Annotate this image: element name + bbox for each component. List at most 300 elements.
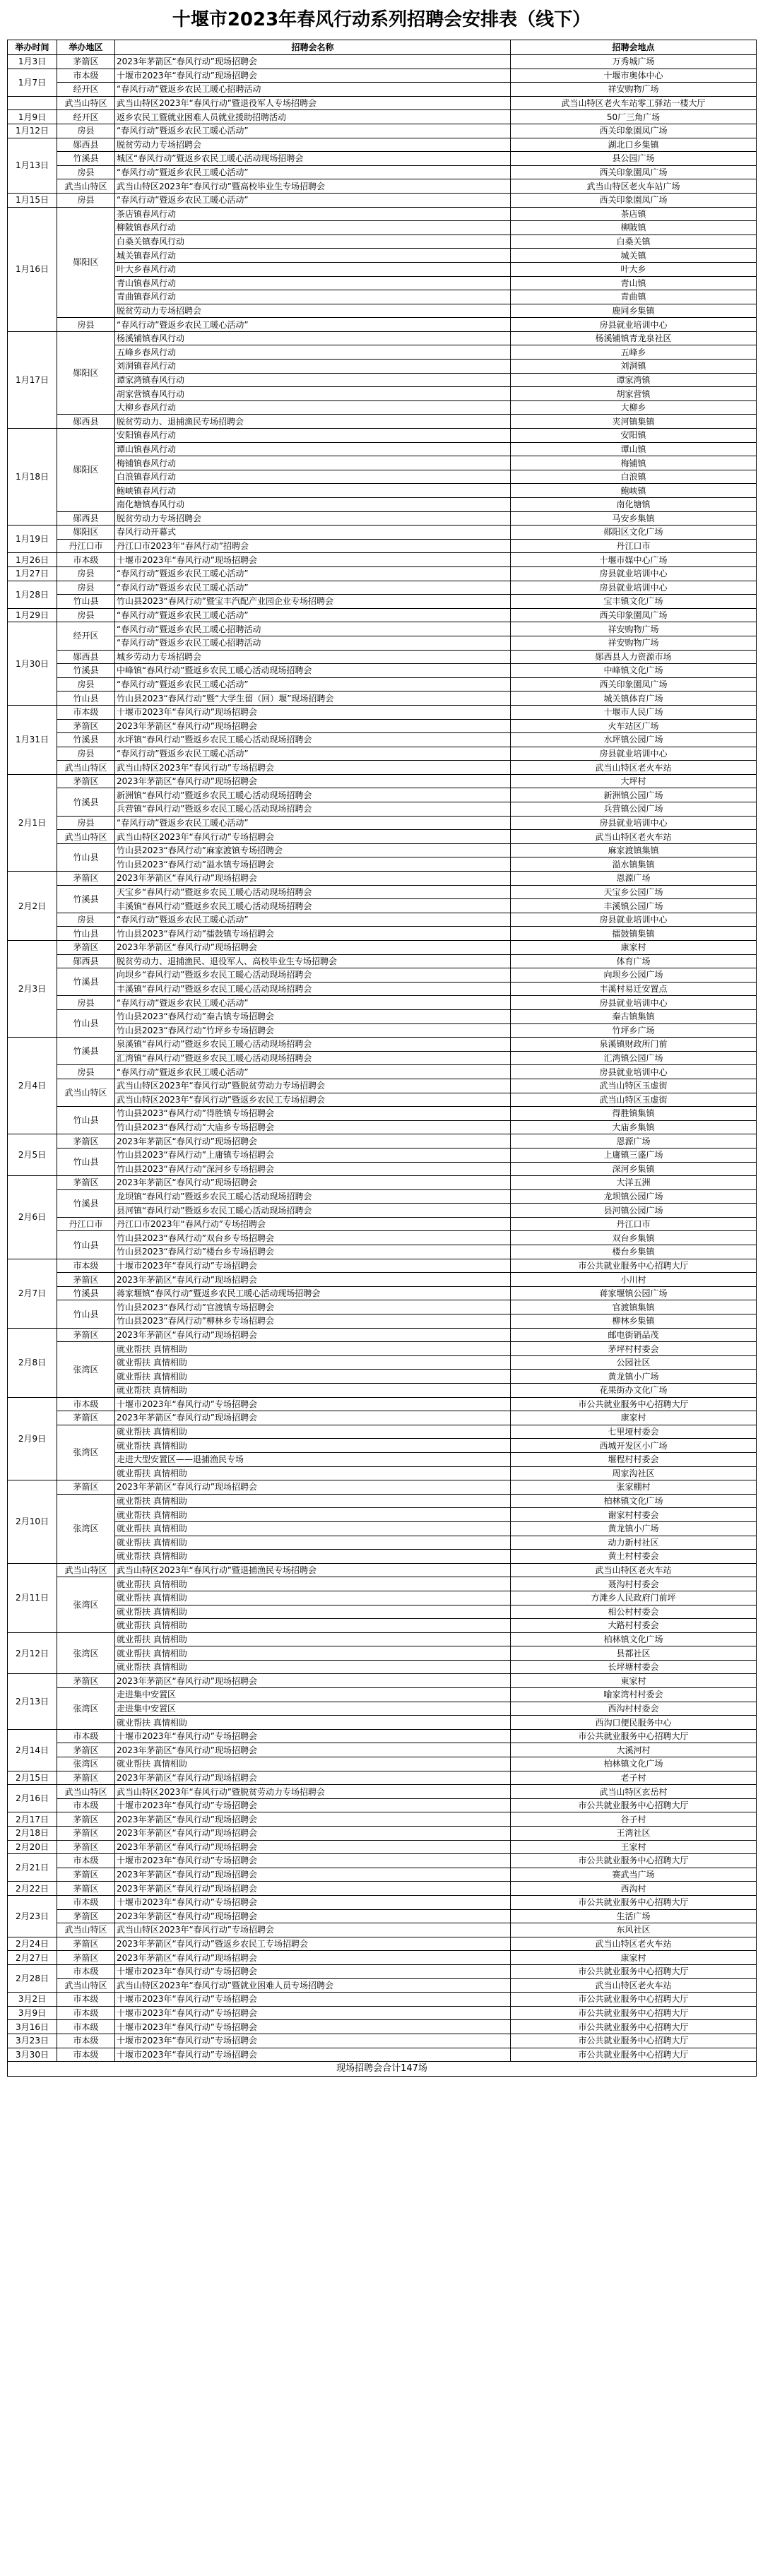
cell-fair-name: 2023年茅箭区“春风行动”现场招聘会 bbox=[115, 1743, 511, 1757]
cell-region: 房县 bbox=[57, 1065, 115, 1079]
cell-fair-name: 竹山县2023“春风行动”暨宝丰汽配产业园企业专场招聘会 bbox=[115, 595, 511, 609]
cell-region: 茅箭区 bbox=[57, 1411, 115, 1425]
cell-place: 胡家营镇 bbox=[511, 387, 757, 401]
table-row bbox=[8, 872, 757, 886]
cell-place: 房县就业培训中心 bbox=[511, 318, 757, 332]
cell-place: 市公共就业服务中心招聘大厅 bbox=[511, 2006, 757, 2020]
cell-place: 丰溪村易迁安置点 bbox=[511, 982, 757, 996]
cell-fair-name: 水坪镇“春风行动”暨返乡农民工暖心活动现场招聘会 bbox=[115, 733, 511, 747]
cell-region: 竹山县 bbox=[57, 1148, 115, 1175]
cell-fair-name: 十堰市2023年“春风行动”现场招聘会 bbox=[115, 705, 511, 719]
table-row bbox=[8, 456, 757, 470]
table-row bbox=[8, 1370, 757, 1384]
cell-fair-name: 2023年茅箭区“春风行动”现场招聘会 bbox=[115, 1840, 511, 1854]
table-row bbox=[8, 221, 757, 235]
cell-place: 大路村村委会 bbox=[511, 1619, 757, 1633]
cell-date: 2月28日 bbox=[8, 1964, 57, 1992]
table-row bbox=[8, 774, 757, 788]
table-row bbox=[8, 830, 757, 844]
table-row bbox=[8, 165, 757, 179]
cell-fair-name: 就业帮扶 真情相助 bbox=[115, 1508, 511, 1522]
cell-fair-name: 茶店镇春风行动 bbox=[115, 207, 511, 221]
cell-place: 柳陂镇 bbox=[511, 221, 757, 235]
cell-place: 柏林镇文化广场 bbox=[511, 1632, 757, 1646]
table-row bbox=[8, 1217, 757, 1231]
cell-fair-name: 十堰市2023年“春风行动”专场招聘会 bbox=[115, 1993, 511, 2007]
table-row bbox=[8, 1245, 757, 1259]
table-row bbox=[8, 360, 757, 374]
cell-place: 武当山特区老火车站 bbox=[511, 761, 757, 775]
cell-fair-name: 就业帮扶 真情相助 bbox=[115, 1466, 511, 1480]
table-row bbox=[8, 1909, 757, 1923]
cell-fair-name: 兵营镇“春风行动”暨返乡农民工暖心活动现场招聘会 bbox=[115, 802, 511, 817]
cell-region: 经开区 bbox=[57, 622, 115, 650]
cell-place: 市公共就业服务中心招聘大厅 bbox=[511, 2020, 757, 2034]
table-row bbox=[8, 442, 757, 456]
cell-region: 房县 bbox=[57, 581, 115, 595]
cell-region: 郧阳区 bbox=[57, 331, 115, 415]
table-row bbox=[8, 1038, 757, 1052]
cell-fair-name: 城乡劳动力专场招聘会 bbox=[115, 650, 511, 664]
table-row bbox=[8, 110, 757, 124]
cell-place: 杨溪铺镇青龙泉社区 bbox=[511, 331, 757, 345]
cell-date: 2月3日 bbox=[8, 941, 57, 1038]
cell-fair-name: 2023年茅箭区“春风行动”现场招聘会 bbox=[115, 1674, 511, 1688]
cell-place: 房县就业培训中心 bbox=[511, 913, 757, 927]
cell-place: 兵营镇公园广场 bbox=[511, 802, 757, 817]
cell-region: 郧阳区 bbox=[57, 429, 115, 512]
table-row bbox=[8, 415, 757, 429]
cell-fair-name: 丹江口市2023年“春风行动”招聘会 bbox=[115, 539, 511, 553]
table-row bbox=[8, 429, 757, 443]
cell-date: 2月15日 bbox=[8, 1771, 57, 1785]
cell-place: 向坝乡公园广场 bbox=[511, 968, 757, 983]
cell-place: 体育广场 bbox=[511, 954, 757, 968]
cell-place: 房县就业培训中心 bbox=[511, 1065, 757, 1079]
cell-place: 深河乡集镇 bbox=[511, 1162, 757, 1176]
table-row bbox=[8, 1023, 757, 1038]
cell-fair-name: 龙坝镇“春风行动”暨返乡农民工暖心活动现场招聘会 bbox=[115, 1189, 511, 1204]
table-row bbox=[8, 927, 757, 941]
cell-fair-name: 竹山县2023“春风行动”暨“大学生留（回）堰”现场招聘会 bbox=[115, 692, 511, 706]
cell-fair-name: 十堰市2023年“春风行动”专场招聘会 bbox=[115, 1259, 511, 1273]
cell-place: 市公共就业服务中心招聘大厅 bbox=[511, 1964, 757, 1978]
cell-region: 竹溪县 bbox=[57, 152, 115, 166]
cell-fair-name: “春风行动”暨返乡农民工暖心活动” bbox=[115, 566, 511, 581]
cell-region: 市本级 bbox=[57, 2034, 115, 2048]
cell-place: 安阳镇 bbox=[511, 429, 757, 443]
cell-place: 小川村 bbox=[511, 1273, 757, 1287]
cell-date: 2月18日 bbox=[8, 1827, 57, 1841]
cell-place: 西关印象園凤广场 bbox=[511, 124, 757, 138]
table-row bbox=[8, 1231, 757, 1245]
cell-fair-name: “春风行动”暨返乡农民工暖心活动” bbox=[115, 193, 511, 207]
table-row bbox=[8, 1521, 757, 1536]
cell-place: 得胜镇集镇 bbox=[511, 1107, 757, 1121]
cell-region: 市本级 bbox=[57, 1798, 115, 1812]
cell-place: 青山镇 bbox=[511, 276, 757, 290]
cell-date: 2月6日 bbox=[8, 1176, 57, 1259]
table-row bbox=[8, 733, 757, 747]
table-row bbox=[8, 1384, 757, 1398]
cell-date: 3月16日 bbox=[8, 2020, 57, 2034]
cell-region: 茅箭区 bbox=[57, 1951, 115, 1965]
cell-fair-name: 竹山县2023“春风行动”秦古镇专场招聘会 bbox=[115, 1009, 511, 1023]
cell-place: 白桑关镇 bbox=[511, 235, 757, 249]
cell-place: 谷子村 bbox=[511, 1812, 757, 1827]
table-row bbox=[8, 1328, 757, 1342]
table-row bbox=[8, 968, 757, 983]
cell-fair-name: 刘洞镇春风行动 bbox=[115, 360, 511, 374]
table-row bbox=[8, 899, 757, 913]
cell-place: 谢家村村委会 bbox=[511, 1508, 757, 1522]
table-footer-row bbox=[8, 2062, 757, 2077]
cell-region: 市本级 bbox=[57, 1259, 115, 1273]
cell-place: 中峰镇文化广场 bbox=[511, 664, 757, 678]
cell-date: 2月1日 bbox=[8, 774, 57, 871]
table-row bbox=[8, 1743, 757, 1757]
table-row bbox=[8, 941, 757, 955]
cell-place: 丰溪镇公园广场 bbox=[511, 899, 757, 913]
cell-region: 茅箭区 bbox=[57, 941, 115, 955]
cell-fair-name: 十堰市2023年“春风行动”专场招聘会 bbox=[115, 1798, 511, 1812]
table-row bbox=[8, 747, 757, 761]
table-row bbox=[8, 677, 757, 692]
table-row bbox=[8, 636, 757, 650]
cell-region: 茅箭区 bbox=[57, 1868, 115, 1882]
cell-place: 西沟村 bbox=[511, 1882, 757, 1896]
header-place: 招聘会地点 bbox=[511, 40, 757, 55]
table-row bbox=[8, 1840, 757, 1854]
table-row bbox=[8, 913, 757, 927]
table-row bbox=[8, 954, 757, 968]
table-row bbox=[8, 788, 757, 802]
cell-place: 龙坝镇公园广场 bbox=[511, 1189, 757, 1204]
table-body bbox=[8, 55, 757, 2062]
cell-place: 市公共就业服务中心招聘大厅 bbox=[511, 1729, 757, 1743]
table-row bbox=[8, 1757, 757, 1771]
cell-place: 恩源广场 bbox=[511, 1134, 757, 1148]
cell-place: 十堰市人民广场 bbox=[511, 705, 757, 719]
table-row bbox=[8, 526, 757, 540]
cell-region: 竹溪县 bbox=[57, 788, 115, 816]
table-row bbox=[8, 1466, 757, 1480]
table-row bbox=[8, 1550, 757, 1564]
table-row bbox=[8, 207, 757, 221]
cell-fair-name: 武当山特区2023年“春风行动”暨返乡农民工专场招聘会 bbox=[115, 1093, 511, 1107]
cell-place: 武当山特区老火车站 bbox=[511, 1937, 757, 1951]
cell-fair-name: 就业帮扶 真情相助 bbox=[115, 1439, 511, 1453]
table-row bbox=[8, 1204, 757, 1218]
cell-fair-name: 十堰市2023年“春风行动”专场招聘会 bbox=[115, 1397, 511, 1411]
cell-fair-name: 春风行动开幕式 bbox=[115, 526, 511, 540]
cell-fair-name: 走进大型安置区——退捕渔民专场 bbox=[115, 1452, 511, 1466]
cell-fair-name: 五峰乡春风行动 bbox=[115, 345, 511, 360]
cell-region: 竹山县 bbox=[57, 692, 115, 706]
cell-region: 经开区 bbox=[57, 83, 115, 97]
cell-place: 西关印象園凤广场 bbox=[511, 193, 757, 207]
cell-place: 西关印象園凤广场 bbox=[511, 165, 757, 179]
table-row bbox=[8, 1771, 757, 1785]
table-row bbox=[8, 1882, 757, 1896]
cell-region: 郧西县 bbox=[57, 138, 115, 152]
cell-fair-name: 武当山特区2023年“春风行动”暨脱贫劳动力专场招聘会 bbox=[115, 1079, 511, 1093]
cell-fair-name: 脱贫劳动力、退捕渔民、退役军人、高校毕业生专场招聘会 bbox=[115, 954, 511, 968]
cell-fair-name: “春风行动”暨返乡农民工暖心招聘活动 bbox=[115, 83, 511, 97]
table-row bbox=[8, 1189, 757, 1204]
cell-fair-name: 谭家湾镇春风行动 bbox=[115, 373, 511, 387]
cell-place: 武当山特区老火车站零工驿站一楼大厅 bbox=[511, 96, 757, 110]
cell-place: 康家村 bbox=[511, 1411, 757, 1425]
cell-fair-name: 竹山县2023“春风行动”柳林乡专场招聘会 bbox=[115, 1314, 511, 1329]
cell-region: 茅箭区 bbox=[57, 1480, 115, 1495]
table-row bbox=[8, 1563, 757, 1577]
cell-region: 武当山特区 bbox=[57, 179, 115, 194]
cell-region: 茅箭区 bbox=[57, 872, 115, 886]
cell-fair-name: 竹山县2023“春风行动”竹坪乡专场招聘会 bbox=[115, 1023, 511, 1038]
cell-place: 房县就业培训中心 bbox=[511, 816, 757, 830]
cell-region: 郧西县 bbox=[57, 511, 115, 526]
cell-fair-name: 竹山县2023“春风行动”官渡镇专场招聘会 bbox=[115, 1300, 511, 1314]
cell-fair-name: 十堰市2023年“春风行动”专场招聘会 bbox=[115, 1895, 511, 1909]
cell-region: 市本级 bbox=[57, 1854, 115, 1868]
table-row bbox=[8, 719, 757, 733]
cell-fair-name: 丰溪镇“春风行动”暨返乡农民工暖心活动现场招聘会 bbox=[115, 899, 511, 913]
cell-fair-name: 2023年茅箭区“春风行动”现场招聘会 bbox=[115, 774, 511, 788]
cell-date: 1月18日 bbox=[8, 429, 57, 526]
cell-place: 房县就业培训中心 bbox=[511, 747, 757, 761]
table-row bbox=[8, 235, 757, 249]
table-row bbox=[8, 1259, 757, 1273]
cell-place: 茅坪村村委会 bbox=[511, 1342, 757, 1356]
cell-place: 周家沟社区 bbox=[511, 1466, 757, 1480]
cell-fair-name: 青曲镇春风行动 bbox=[115, 290, 511, 304]
cell-region: 丹江口市 bbox=[57, 539, 115, 553]
table-row bbox=[8, 1605, 757, 1619]
cell-place: 汇湾镇公园广场 bbox=[511, 1051, 757, 1065]
cell-place: 鹿同乡集镇 bbox=[511, 304, 757, 318]
cell-place: 東家村 bbox=[511, 1674, 757, 1688]
cell-place: 柳林乡集镇 bbox=[511, 1314, 757, 1329]
table-row bbox=[8, 83, 757, 97]
table-row bbox=[8, 1688, 757, 1702]
cell-fair-name: 武当山特区2023年“春风行动”暨退役军人专场招聘会 bbox=[115, 96, 511, 110]
cell-fair-name: 就业帮扶 真情相助 bbox=[115, 1536, 511, 1550]
table-row bbox=[8, 1093, 757, 1107]
cell-region: 竹山县 bbox=[57, 1300, 115, 1328]
table-row bbox=[8, 1355, 757, 1370]
table-row bbox=[8, 1134, 757, 1148]
cell-region: 市本级 bbox=[57, 1993, 115, 2007]
cell-fair-name: 竹山县2023“春风行动”深河乡专场招聘会 bbox=[115, 1162, 511, 1176]
cell-fair-name: 竹山县2023“春风行动”楼台乡专场招聘会 bbox=[115, 1245, 511, 1259]
cell-fair-name: “春风行动”暨返乡农民工暖心招聘活动 bbox=[115, 622, 511, 636]
cell-region: 市本级 bbox=[57, 1895, 115, 1909]
cell-region: 张湾区 bbox=[57, 1577, 115, 1632]
cell-place: 武当山特区老火车站 bbox=[511, 1978, 757, 1993]
cell-region: 茅箭区 bbox=[57, 1674, 115, 1688]
cell-fair-name: 鲍峡镇春风行动 bbox=[115, 484, 511, 498]
cell-fair-name: 2023年茅箭区“春风行动”现场招聘会 bbox=[115, 941, 511, 955]
cell-fair-name: 就业帮扶 真情相助 bbox=[115, 1716, 511, 1730]
cell-fair-name: 汇湾镇“春风行动”暨返乡农民工暖心活动现场招聘会 bbox=[115, 1051, 511, 1065]
cell-fair-name: 新洲镇“春风行动”暨返乡农民工暖心活动现场招聘会 bbox=[115, 788, 511, 802]
cell-fair-name: “春风行动”暨返乡农民工暖心活动” bbox=[115, 124, 511, 138]
cell-place: 上庸镇三盛广场 bbox=[511, 1148, 757, 1162]
table-row bbox=[8, 816, 757, 830]
cell-region: 武当山特区 bbox=[57, 1079, 115, 1106]
cell-place: 西沟口便民服务中心 bbox=[511, 1716, 757, 1730]
table-row bbox=[8, 1051, 757, 1065]
cell-place: 大洋五洲 bbox=[511, 1176, 757, 1190]
cell-region: 房县 bbox=[57, 193, 115, 207]
cell-region: 竹溪县 bbox=[57, 1286, 115, 1300]
cell-date: 2月12日 bbox=[8, 1632, 57, 1674]
cell-date: 1月31日 bbox=[8, 705, 57, 774]
cell-place: 武当山特区玉虚街 bbox=[511, 1079, 757, 1093]
cell-fair-name: “春风行动”暨返乡农民工暖心活动” bbox=[115, 677, 511, 692]
cell-fair-name: 2023年茅箭区“春风行动”现场招聘会 bbox=[115, 1134, 511, 1148]
cell-fair-name: 武当山特区2023年“春风行动”暨高校毕业生专场招聘会 bbox=[115, 179, 511, 194]
cell-fair-name: 脱贫劳动力专场招聘会 bbox=[115, 304, 511, 318]
table-row bbox=[8, 1079, 757, 1093]
header-region: 举办地区 bbox=[57, 40, 115, 55]
cell-place: 县公园广场 bbox=[511, 152, 757, 166]
cell-fair-name: 谭山镇春风行动 bbox=[115, 442, 511, 456]
cell-fair-name: 十堰市2023年“春风行动”现场招聘会 bbox=[115, 69, 511, 83]
cell-fair-name: 竹山县2023“春风行动”麻家渡镇专场招聘会 bbox=[115, 843, 511, 857]
cell-place: 康家村 bbox=[511, 941, 757, 955]
table-row bbox=[8, 262, 757, 276]
cell-fair-name: 十堰市2023年“春风行动”专场招聘会 bbox=[115, 2048, 511, 2062]
cell-region: 房县 bbox=[57, 165, 115, 179]
cell-fair-name: 武当山特区2023年“春风行动”专场招聘会 bbox=[115, 1923, 511, 1937]
cell-place: 大柳乡 bbox=[511, 400, 757, 415]
cell-region: 张湾区 bbox=[57, 1632, 115, 1674]
cell-date: 1月13日 bbox=[8, 138, 57, 193]
cell-region: 茅箭区 bbox=[57, 1812, 115, 1827]
cell-fair-name: “春风行动”暨返乡农民工暖心招聘活动 bbox=[115, 636, 511, 650]
cell-fair-name: 走进集中安置区 bbox=[115, 1688, 511, 1702]
cell-date: 1月3日 bbox=[8, 55, 57, 69]
cell-fair-name: 2023年茅箭区“春风行动”现场招聘会 bbox=[115, 1328, 511, 1342]
cell-region: 竹山县 bbox=[57, 843, 115, 871]
cell-fair-name: “春风行动”暨返乡农民工暖心活动” bbox=[115, 165, 511, 179]
table-row bbox=[8, 1439, 757, 1453]
table-row bbox=[8, 996, 757, 1010]
page-title: 十堰市2023年春风行动系列招聘会安排表（线下） bbox=[172, 9, 591, 30]
table-row bbox=[8, 1827, 757, 1841]
cell-date: 3月23日 bbox=[8, 2034, 57, 2048]
table-row bbox=[8, 1812, 757, 1827]
table-row bbox=[8, 566, 757, 581]
cell-place: 叶大乡 bbox=[511, 262, 757, 276]
cell-date: 3月9日 bbox=[8, 2006, 57, 2020]
cell-region: 竹溪县 bbox=[57, 885, 115, 913]
cell-region: 茅箭区 bbox=[57, 1176, 115, 1190]
cell-place: 黄土村村委会 bbox=[511, 1550, 757, 1564]
table-row bbox=[8, 705, 757, 719]
cell-fair-name: 南化塘镇春风行动 bbox=[115, 498, 511, 512]
cell-date: 2月27日 bbox=[8, 1951, 57, 1965]
cell-region: 房县 bbox=[57, 677, 115, 692]
table-row bbox=[8, 1591, 757, 1605]
cell-date: 2月11日 bbox=[8, 1563, 57, 1632]
cell-region: 竹山县 bbox=[57, 595, 115, 609]
cell-place: 谭家湾镇 bbox=[511, 373, 757, 387]
cell-region: 茅箭区 bbox=[57, 774, 115, 788]
cell-fair-name: “春风行动”暨返乡农民工暖心活动” bbox=[115, 581, 511, 595]
cell-region: 房县 bbox=[57, 608, 115, 622]
cell-region: 竹山县 bbox=[57, 1009, 115, 1037]
table-row bbox=[8, 345, 757, 360]
cell-place: 谭山镇 bbox=[511, 442, 757, 456]
cell-fair-name: 白桑关镇春风行动 bbox=[115, 235, 511, 249]
table-row bbox=[8, 1411, 757, 1425]
table-row bbox=[8, 553, 757, 567]
cell-region: 茅箭区 bbox=[57, 1909, 115, 1923]
cell-region: 市本级 bbox=[57, 1964, 115, 1978]
table-row bbox=[8, 982, 757, 996]
cell-place: 西关印象園凤广场 bbox=[511, 677, 757, 692]
table-row bbox=[8, 1674, 757, 1688]
cell-place: 武当山特区玉虚街 bbox=[511, 1093, 757, 1107]
cell-fair-name: 就业帮扶 真情相助 bbox=[115, 1660, 511, 1674]
cell-date: 2月17日 bbox=[8, 1812, 57, 1827]
table-row bbox=[8, 470, 757, 484]
cell-date: 2月10日 bbox=[8, 1480, 57, 1564]
table-row bbox=[8, 857, 757, 872]
table-row bbox=[8, 664, 757, 678]
cell-region: 竹山县 bbox=[57, 1231, 115, 1259]
cell-date: 1月26日 bbox=[8, 553, 57, 567]
cell-fair-name: 2023年茅箭区“春风行动”现场招聘会 bbox=[115, 1480, 511, 1495]
cell-fair-name: 就业帮扶 真情相助 bbox=[115, 1619, 511, 1633]
table-row bbox=[8, 608, 757, 622]
table-row bbox=[8, 1660, 757, 1674]
cell-date: 2月20日 bbox=[8, 1840, 57, 1854]
cell-fair-name: 2023年茅箭区“春风行动”现场招聘会 bbox=[115, 872, 511, 886]
cell-place: 方滩乡人民政府门前坪 bbox=[511, 1591, 757, 1605]
cell-fair-name: “春风行动”暨返乡农民工暖心活动” bbox=[115, 1065, 511, 1079]
table-row bbox=[8, 1314, 757, 1329]
table-row bbox=[8, 484, 757, 498]
cell-fair-name: 十堰市2023年“春风行动”专场招聘会 bbox=[115, 2034, 511, 2048]
cell-place: 市公共就业服务中心招聘大厅 bbox=[511, 1798, 757, 1812]
cell-fair-name: 柳陂镇春风行动 bbox=[115, 221, 511, 235]
cell-place: 白浪镇 bbox=[511, 470, 757, 484]
table-row bbox=[8, 1065, 757, 1079]
cell-fair-name: 2023年茅箭区“春风行动”现场招聘会 bbox=[115, 1951, 511, 1965]
cell-region: 房县 bbox=[57, 566, 115, 581]
cell-region: 市本级 bbox=[57, 69, 115, 83]
cell-fair-name: 十堰市2023年“春风行动”现场招聘会 bbox=[115, 553, 511, 567]
table-row bbox=[8, 138, 757, 152]
cell-fair-name: 2023年茅箭区“春风行动”现场招聘会 bbox=[115, 719, 511, 733]
cell-fair-name: 2023年茅箭区“春风行动”现场招聘会 bbox=[115, 1812, 511, 1827]
cell-place: 武当山特区老火车站广场 bbox=[511, 179, 757, 194]
cell-fair-name: 武当山特区2023年“春风行动”专场招聘会 bbox=[115, 830, 511, 844]
cell-place: 郧西县人力资源市场 bbox=[511, 650, 757, 664]
cell-fair-name: 竹山县2023“春风行动”双台乡专场招聘会 bbox=[115, 1231, 511, 1245]
cell-place: 西关印象園凤广场 bbox=[511, 608, 757, 622]
cell-place: 市公共就业服务中心招聘大厅 bbox=[511, 1895, 757, 1909]
cell-place: 房县就业培训中心 bbox=[511, 996, 757, 1010]
cell-region: 武当山特区 bbox=[57, 1978, 115, 1993]
cell-region: 武当山特区 bbox=[57, 1785, 115, 1799]
cell-place: 邮电街销品茂 bbox=[511, 1328, 757, 1342]
cell-region: 竹溪县 bbox=[57, 968, 115, 996]
